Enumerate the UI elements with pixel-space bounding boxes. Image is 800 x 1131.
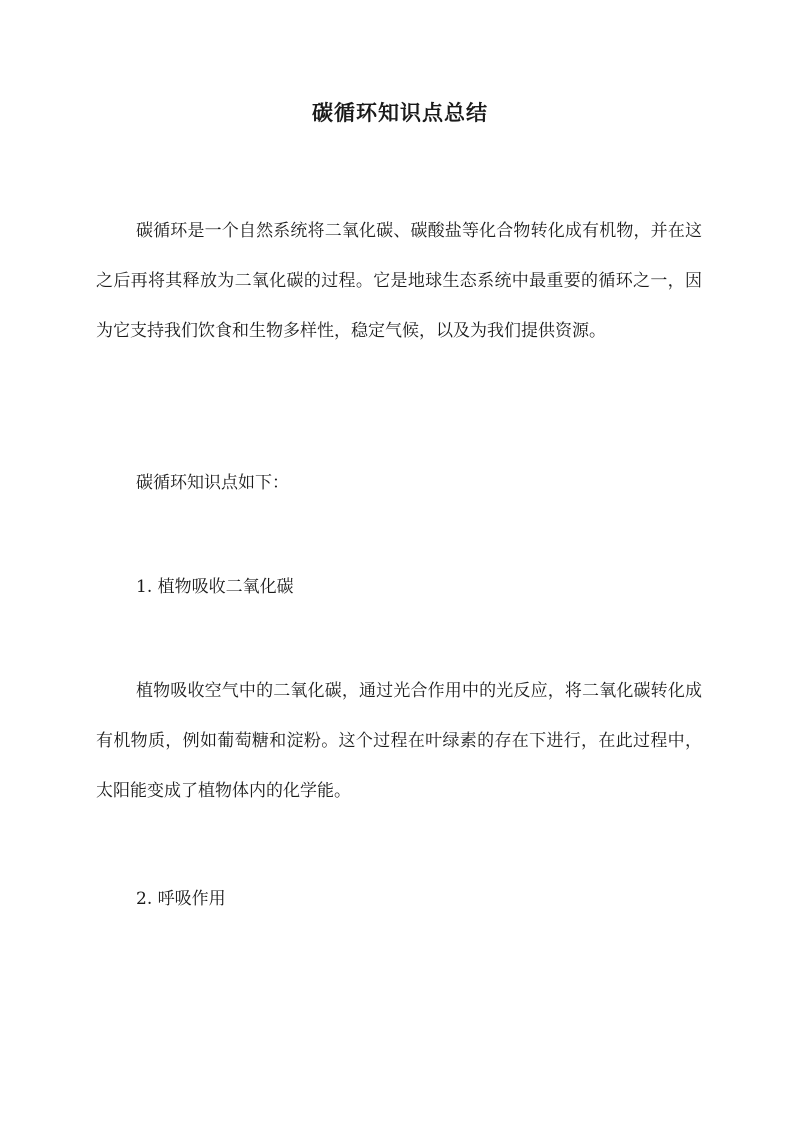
section-heading-2: 2. 呼吸作用 (136, 889, 226, 909)
section-1-paragraph: 植物吸收空气中的二氧化碳，通过光合作用中的光反应，将二氧化碳转化成有机物质，例如葡萄糖和淀粉。这个过程在叶绿素的存在下进行，在此过程中，太阳能变成了植物体内的化学能。 (96, 681, 702, 801)
section-heading-1: 1. 植物吸收二氧化碳 (136, 577, 294, 597)
points-intro-paragraph: 碳循环知识点如下： (136, 473, 289, 493)
document-title: 碳循环知识点总结 (312, 100, 488, 125)
intro-paragraph: 碳循环是一个自然系统将二氧化碳、碳酸盐等化合物转化成有机物，并在这之后再将其释放为二氧化碳的过程。它是地球生态系统中最重要的循环之一，因为它支持我们饮食和生物多样性，稳定气候，以及为我们提供资源。 (96, 221, 702, 341)
